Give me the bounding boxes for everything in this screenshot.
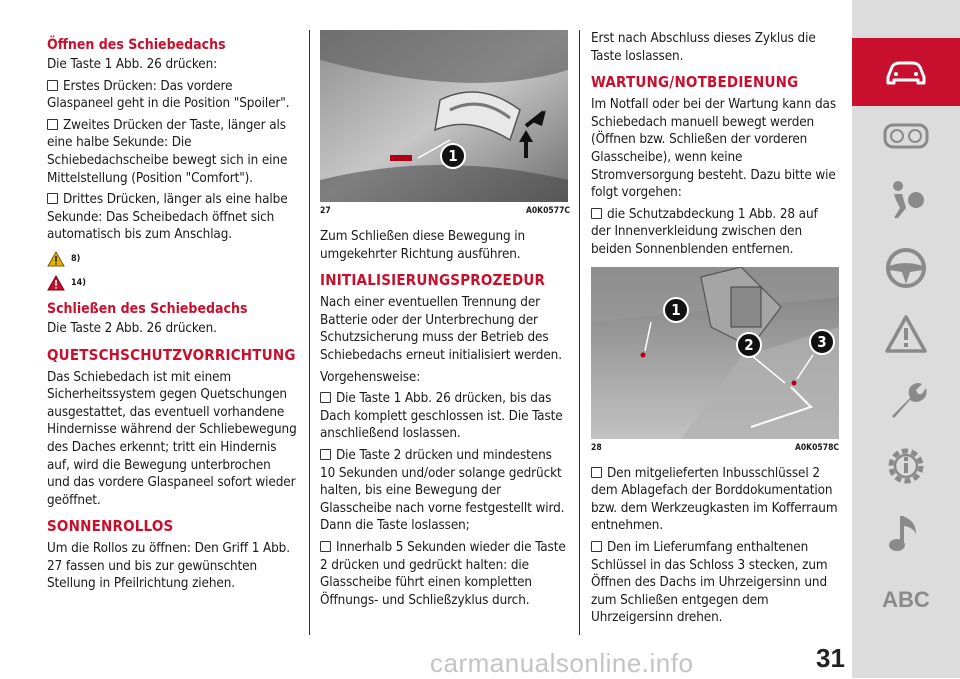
maint-step-1: die Schutzabdeckung 1 Abb. 28 auf der Innenverkleidung zwischen den beiden Sonnenblenden entfernen. [591,206,818,257]
figure-28-code: A0K0578C [794,442,839,453]
music-note-icon [886,512,926,556]
after-cycle-text: Erst nach Abschluss dieses Zyklus die Taste loslassen. [591,31,816,64]
open-step-1: Erstes Drücken: Das vordere Glaspaneel geht in die Position "Spoiler". [47,78,290,112]
init-step-1: Die Taste 1 Abb. 26 drücken, bis das Dach komplett geschlossen ist. Die Taste anschließend loslassen. [320,391,563,442]
chapter-tab-maintenance[interactable] [852,366,960,434]
maintenance-text: Im Notfall oder bei der Wartung kann das Schiebedach manuell bewegt werden (Öffnen bzw. Schließen der vorderen Glasscheibe), wenn keine Stromversorgung besteht. Dazu bitte wie folgt vorgehen: [591,97,837,201]
callout-1: 1 [663,297,689,323]
chapter-tab-multimedia[interactable] [852,500,960,568]
init-text: Nach einer eventuellen Trennung der Batterie oder der Unterbrechung der Schutzsicherung muss der Betrieb des Schiebedachs erneut initialisiert werden. [320,295,562,363]
warning-icon [884,314,928,354]
bullet-square-icon [591,208,602,219]
open-intro: Die Taste 1 Abb. 26 drücken: [47,57,218,72]
car-icon [882,57,930,87]
bullet-square-icon [320,392,331,403]
callout-3: 3 [809,329,835,355]
open-step-2: Zweites Drücken der Taste, länger als eine halbe Sekunde: Die Schiebedachscheibe bewegt sich in eine Mittelstellung (Position "Comfort"). [47,117,288,186]
dashboard-icon [882,122,930,150]
callout-2: 2 [736,332,762,358]
heading-sun-blinds: SONNENROLLOS [47,517,174,536]
column-right [591,30,839,631]
steering-wheel-icon [884,246,928,290]
column-left [47,30,297,597]
headliner-cover-illustration [591,267,839,439]
watermark: carmanualsonline.info [430,648,694,678]
chapter-tab-dashboard[interactable] [852,102,960,170]
airbag-icon [884,178,928,222]
callout-1: 1 [440,143,466,169]
figure-27-caption [320,206,570,216]
chapter-tab-technical[interactable] [852,432,960,500]
close-blinds-text: Zum Schließen diese Bewegung in umgekehrter Richtung ausführen. [320,229,526,262]
warning-triangle-icon [47,275,65,291]
chapter-tab-safety[interactable] [852,166,960,234]
heading-open-sunroof: Öffnen des Schiebedachs [47,37,226,53]
bullet-square-icon [320,449,331,460]
blinds-text: Um die Rollos zu öffnen: Den Griff 1 Abb. 27 fassen und bis zur gewünschten Stellung in Pfeilrichtung ziehen. [47,541,290,592]
sun-blind-handle-illustration [320,30,568,202]
heading-initialization: INITIALISIERUNGSPROZEDUR [320,271,546,290]
chapter-tab-warnings[interactable] [852,300,960,368]
procedure-label: Vorgehensweise: [320,369,421,385]
heading-close-sunroof: Schließen des Schiebedachs [47,300,248,317]
maint-step-2: Den mitgelieferten Inbusschlüssel 2 dem Ablagefach der Borddokumentation bzw. dem Werkzeugkasten im Kofferraum entnehmen. [591,465,838,534]
init-step-3: Innerhalb 5 Sekunden wieder die Taste 2 drücken und gedrückt halten: die Glasscheibe führt einen kompletten Öffnungs- und Schließzyklus durch. [320,539,566,608]
bullet-square-icon [47,193,58,204]
chapter-tab-driving[interactable] [852,234,960,302]
chapter-tab-car[interactable] [852,38,960,106]
bullet-square-icon [47,80,58,91]
bullet-square-icon [47,119,58,130]
column-divider [579,30,580,635]
column-divider [309,30,310,635]
bullet-square-icon [591,467,602,478]
bullet-square-icon [591,541,602,552]
close-text: Die Taste 2 Abb. 26 drücken. [47,320,217,336]
index-abc-label: ABC [882,587,930,612]
figure-27-image [320,30,568,202]
warning-ref-8: 8) [47,248,297,270]
figure-28-number: 28 [591,442,602,453]
warning-ref-14: 14) [47,272,297,294]
chapter-sidebar [852,0,960,678]
figure-28-image [591,267,839,439]
wrench-icon [884,378,928,422]
init-step-2: Die Taste 2 drücken und mindestens 10 Sekunden und/oder solange gedrückt halten, bis eine Bewegung der Glasscheibe nach vorne festgestellt wird. Dann die Taste loslassen; [320,447,565,534]
open-step-3: Drittes Drücken, länger als eine halbe Sekunde: Das Scheibedach öffnet sich automatisch bis zum Anschlag. [47,192,288,243]
chapter-tab-index[interactable] [852,566,960,634]
maint-step-3: Den im Lieferumfang enthaltenen Schlüssel in das Schloss 3 stecken, zum Öffnen des Dachs im Uhrzeigersinn und zum Schließen entgegen dem Uhrzeigersinn drehen. [591,539,828,626]
pinch-text: Das Schiebedach ist mit einem Sicherheitssystem gegen Quetschungen ausgestattet, das eventuell vorhandene Hindernisse während der Schliebewegung des Daches erkennt; tritt ein Hindernis auf, wird die Bewegung unterbrochen und das vordere Glaspaneel sofort wieder geöffnet. [47,369,297,508]
figure-28-caption [591,443,839,453]
figure-27-code: A0K0577C [525,206,570,216]
warning-triangle-icon [47,251,65,267]
gear-info-icon [883,443,929,489]
heading-pinch-protection: QUETSCHSCHUTZVORRICHTUNG [47,345,296,364]
bullet-square-icon [320,541,331,552]
heading-maintenance: WARTUNG/NOTBEDIENUNG [591,73,799,92]
page-number: 31 [816,643,845,673]
figure-27-number: 27 [320,206,331,216]
column-middle [320,30,570,613]
